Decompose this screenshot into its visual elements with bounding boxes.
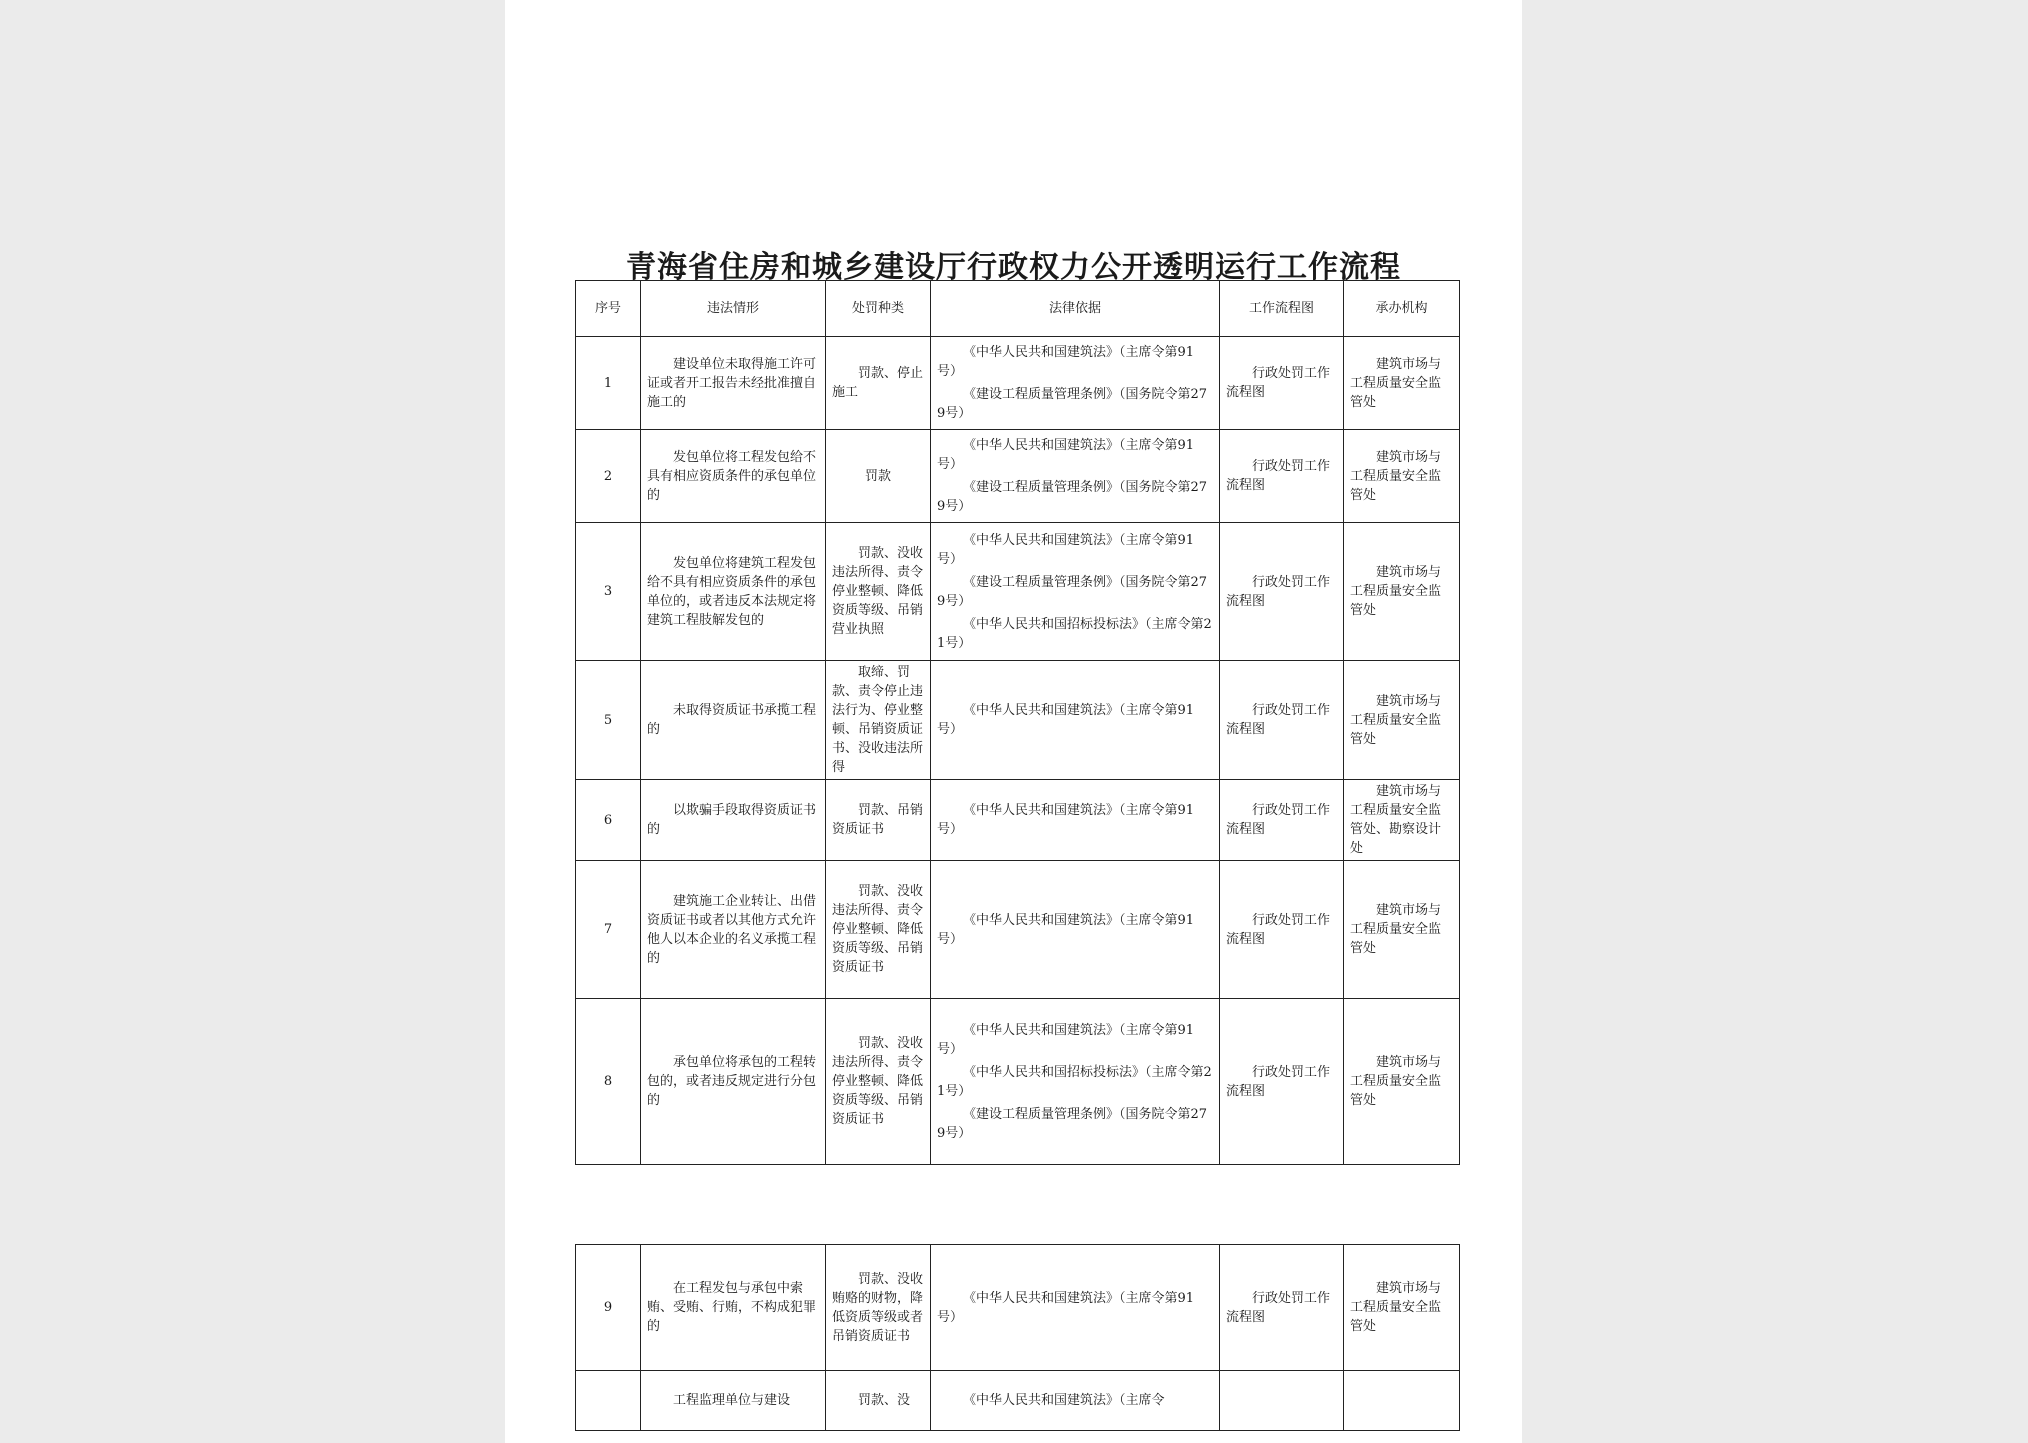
header-org: 承办机构 — [1344, 281, 1460, 337]
legal-basis — [931, 861, 1220, 999]
violation-case: 工程监理单位与建设 — [641, 1371, 826, 1431]
legal-basis — [931, 661, 1220, 780]
violation-case: 建筑施工企业转让、出借资质证书或者以其他方式允许他人以本企业的名义承揽工程的 — [641, 861, 826, 999]
legal-basis-item: 《中华人民共和国建筑法》（主席令 — [963, 1393, 1165, 1408]
violation-case: 发包单位将建筑工程发包给不具有相应资质条件的承包单位的，或者违反本法规定将建筑工程肢解发包的 — [641, 523, 826, 661]
procedure-table — [575, 280, 1460, 1165]
table-row — [576, 661, 1460, 780]
penalty-type: 罚款、没收违法所得、责令停业整顿、降低资质等级、吊销资质证书 — [826, 861, 931, 999]
violation-case: 承包单位将承包的工程转包的，或者违反规定进行分包的 — [641, 999, 826, 1165]
workflow-chart-link[interactable]: 行政处罚工作流程图 — [1220, 1245, 1344, 1371]
penalty-type: 取缔、罚款、责令停止违法行为、停业整顿、吊销资质证书、没收违法所得 — [826, 661, 931, 780]
row-number: 6 — [576, 780, 641, 861]
table-row — [576, 780, 1460, 861]
penalty-type: 罚款、没 — [826, 1371, 931, 1431]
workflow-chart-link[interactable]: 行政处罚工作流程图 — [1220, 661, 1344, 780]
row-number: 5 — [576, 661, 641, 780]
table-row — [576, 861, 1460, 999]
row-number: 3 — [576, 523, 641, 661]
legal-basis — [931, 999, 1220, 1165]
header-penalty: 处罚种类 — [826, 281, 931, 337]
penalty-type: 罚款、没收违法所得、责令停业整顿、降低资质等级、吊销营业执照 — [826, 523, 931, 661]
row-number: 2 — [576, 430, 641, 523]
workflow-chart-link — [1220, 1371, 1344, 1431]
header-no: 序号 — [576, 281, 641, 337]
legal-basis-item: 《中华人民共和国建筑法》（主席令第91号） — [937, 532, 1195, 567]
legal-basis-item: 《中华人民共和国建筑法》（主席令第91号） — [937, 912, 1195, 947]
table-row — [576, 999, 1460, 1165]
legal-basis — [931, 430, 1220, 523]
header-flow: 工作流程图 — [1220, 281, 1344, 337]
legal-basis-item: 《中华人民共和国建筑法》（主席令第91号） — [937, 438, 1195, 472]
legal-basis — [931, 780, 1220, 861]
legal-basis — [931, 337, 1220, 430]
row-number: 1 — [576, 337, 641, 430]
penalty-type: 罚款、没收违法所得、责令停业整顿、降低资质等级、吊销资质证书 — [826, 999, 931, 1165]
legal-basis-item: 《中华人民共和国建筑法》（主席令第91号） — [937, 703, 1195, 737]
page-title: 青海省住房和城乡建设厅行政权力公开透明运行工作流程 — [626, 250, 1401, 285]
workflow-chart-link[interactable]: 行政处罚工作流程图 — [1220, 861, 1344, 999]
workflow-chart-link[interactable]: 行政处罚工作流程图 — [1220, 780, 1344, 861]
legal-basis-item: 《建设工程质量管理条例》（国务院令第279号） — [937, 574, 1208, 609]
table-row — [576, 1371, 1460, 1431]
violation-case: 建设单位未取得施工许可证或者开工报告未经批准擅自施工的 — [641, 337, 826, 430]
handling-org: 建筑市场与工程质量安全监管处 — [1344, 523, 1460, 661]
workflow-chart-link[interactable]: 行政处罚工作流程图 — [1220, 523, 1344, 661]
violation-case: 未取得资质证书承揽工程的 — [641, 661, 826, 780]
table-continuation-clip — [575, 1244, 1461, 1408]
legal-basis-item: 《中华人民共和国建筑法》（主席令第91号） — [937, 803, 1195, 837]
table-row — [576, 523, 1460, 661]
legal-basis-item: 《中华人民共和国建筑法》（主席令第91号） — [937, 1290, 1195, 1325]
handling-org: 建筑市场与工程质量安全监管处 — [1344, 999, 1460, 1165]
handling-org — [1344, 1371, 1460, 1431]
handling-org: 建筑市场与工程质量安全监管处 — [1344, 861, 1460, 999]
table-row — [576, 337, 1460, 430]
row-number: 9 — [576, 1245, 641, 1371]
legal-basis — [931, 1245, 1220, 1371]
handling-org: 建筑市场与工程质量安全监管处、勘察设计处 — [1344, 780, 1460, 861]
legal-basis-item: 《建设工程质量管理条例》（国务院令第279号） — [937, 387, 1208, 421]
legal-basis-item: 《中华人民共和国建筑法》（主席令第91号） — [937, 345, 1195, 379]
handling-org: 建筑市场与工程质量安全监管处 — [1344, 430, 1460, 523]
header-case: 违法情形 — [641, 281, 826, 337]
legal-basis-item: 《建设工程质量管理条例》（国务院令第279号） — [937, 1106, 1208, 1141]
penalty-type: 罚款 — [826, 430, 931, 523]
violation-case: 以欺骗手段取得资质证书的 — [641, 780, 826, 861]
table-row — [576, 1245, 1460, 1371]
row-number: 7 — [576, 861, 641, 999]
legal-basis — [931, 523, 1220, 661]
workflow-chart-link[interactable]: 行政处罚工作流程图 — [1220, 999, 1344, 1165]
procedure-table-continued — [575, 1244, 1460, 1431]
table-header-row — [576, 281, 1460, 337]
legal-basis-item: 《中华人民共和国招标投标法》（主席令第21号） — [937, 616, 1212, 651]
document-page — [505, 0, 1522, 1443]
legal-basis-item: 《中华人民共和国招标投标法》（主席令第21号） — [937, 1064, 1212, 1099]
violation-case: 在工程发包与承包中索贿、受贿、行贿，不构成犯罪的 — [641, 1245, 826, 1371]
handling-org: 建筑市场与工程质量安全监管处 — [1344, 337, 1460, 430]
penalty-type: 罚款、吊销资质证书 — [826, 780, 931, 861]
handling-org: 建筑市场与工程质量安全监管处 — [1344, 1245, 1460, 1371]
workflow-chart-link[interactable]: 行政处罚工作流程图 — [1220, 430, 1344, 523]
violation-case: 发包单位将工程发包给不具有相应资质条件的承包单位的 — [641, 430, 826, 523]
workflow-chart-link[interactable]: 行政处罚工作流程图 — [1220, 337, 1344, 430]
penalty-type: 罚款、没收贿赂的财物，降低资质等级或者吊销资质证书 — [826, 1245, 931, 1371]
handling-org: 建筑市场与工程质量安全监管处 — [1344, 661, 1460, 780]
legal-basis-item: 《中华人民共和国建筑法》（主席令第91号） — [937, 1022, 1195, 1057]
legal-basis-item: 《建设工程质量管理条例》（国务院令第279号） — [937, 480, 1208, 514]
row-number — [576, 1371, 641, 1431]
legal-basis — [931, 1371, 1220, 1431]
header-basis: 法律依据 — [931, 281, 1220, 337]
penalty-type: 罚款、停止施工 — [826, 337, 931, 430]
row-number: 8 — [576, 999, 641, 1165]
table-row — [576, 430, 1460, 523]
